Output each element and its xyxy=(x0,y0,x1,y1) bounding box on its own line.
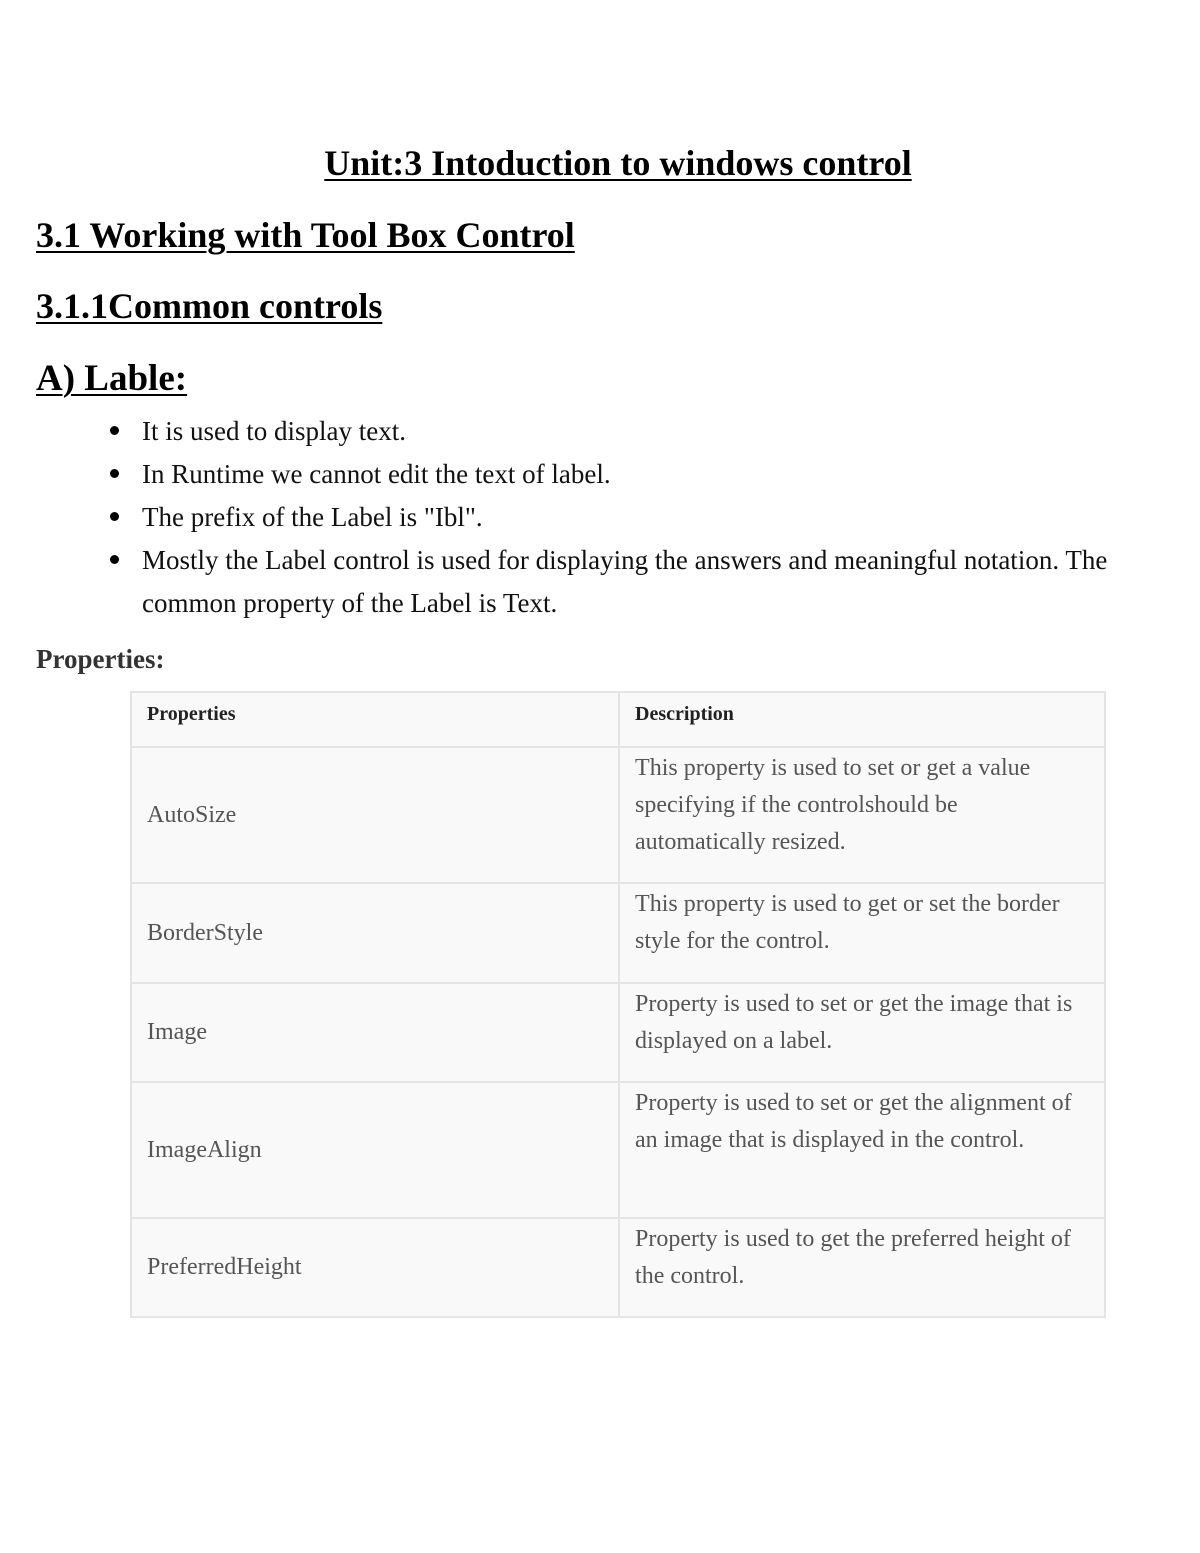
bullet-icon xyxy=(110,555,119,564)
page-title: Unit:3 Intoduction to windows control xyxy=(324,143,912,183)
properties-table xyxy=(130,691,1106,1318)
table-row xyxy=(131,1218,1105,1317)
list-item-text: The prefix of the Label is "Ibl". xyxy=(142,502,483,532)
list-item-text: Mostly the Label control is used for displaying the answers and meaningful notation. The common property of the Label is Text. xyxy=(142,545,1108,618)
subsection-heading: 3.1.1Common controls xyxy=(36,286,383,326)
list-item xyxy=(108,496,1108,539)
bullet-list xyxy=(108,410,1108,625)
column-header-description: Description xyxy=(619,692,1105,747)
table-row xyxy=(131,983,1105,1082)
properties-heading: Properties: xyxy=(36,644,165,674)
table-row xyxy=(131,1082,1105,1218)
property-name: AutoSize xyxy=(131,747,619,883)
list-item-text: In Runtime we cannot edit the text of label. xyxy=(142,459,611,489)
property-name: BorderStyle xyxy=(131,883,619,983)
property-name: ImageAlign xyxy=(131,1082,619,1218)
property-description: Property is used to set or get the image that is displayed on a label. xyxy=(619,983,1105,1082)
list-item xyxy=(108,539,1108,625)
table-header-row xyxy=(131,692,1105,747)
table-row xyxy=(131,883,1105,983)
column-header-properties: Properties xyxy=(131,692,619,747)
property-description: Property is used to get the preferred height of the control. xyxy=(619,1218,1105,1317)
list-item xyxy=(108,453,1108,496)
list-item xyxy=(108,410,1108,453)
property-name: Image xyxy=(131,983,619,1082)
property-description: Property is used to set or get the alignment of an image that is displayed in the control. xyxy=(619,1082,1105,1218)
list-item-text: It is used to display text. xyxy=(142,416,406,446)
section-heading: 3.1 Working with Tool Box Control xyxy=(36,215,575,255)
bullet-icon xyxy=(110,426,119,435)
bullet-icon xyxy=(110,512,119,521)
property-description: This property is used to set or get a value specifying if the controlshould be automatically resized. xyxy=(619,747,1105,883)
property-description: This property is used to get or set the border style for the control. xyxy=(619,883,1105,983)
table-row xyxy=(131,747,1105,883)
bullet-icon xyxy=(110,469,119,478)
property-name: PreferredHeight xyxy=(131,1218,619,1317)
topic-heading: A) Lable: xyxy=(36,358,188,399)
